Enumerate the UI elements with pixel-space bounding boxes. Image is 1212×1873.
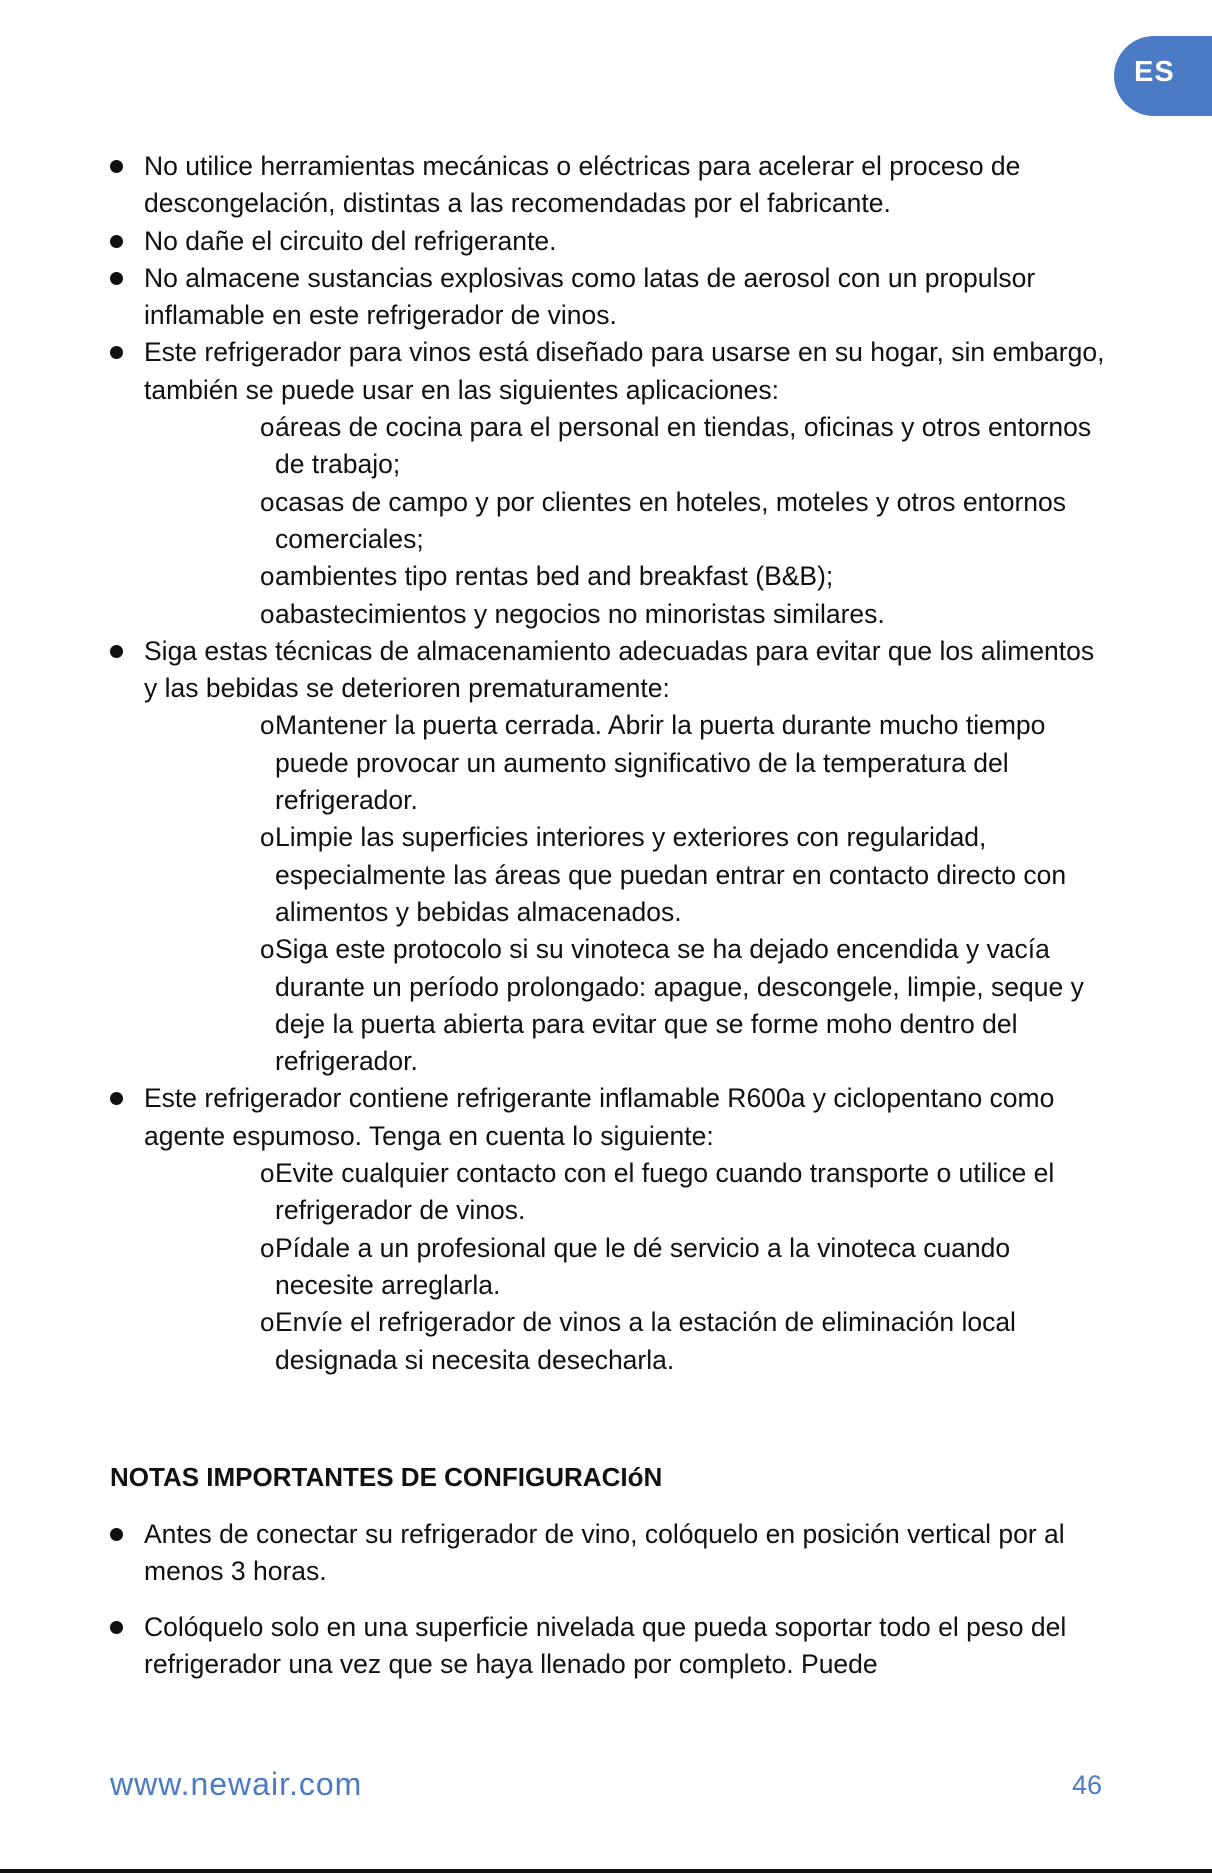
list-item bbox=[108, 148, 1108, 223]
bottom-divider bbox=[0, 1869, 1212, 1873]
list-item-text: No dañe el circuito del refrigerante. bbox=[144, 225, 557, 256]
sub-list-item bbox=[144, 707, 1108, 819]
sub-list-item bbox=[144, 1304, 1108, 1379]
bullet-dot-icon bbox=[110, 346, 123, 359]
sub-item-text: Envíe el refrigerador de vinos a la estación de eliminación local designada si necesita desecharla. bbox=[275, 1307, 1016, 1375]
sub-list bbox=[144, 707, 1108, 1080]
sub-item-text: áreas de cocina para el personal en tiendas, oficinas y otros entornos de trabajo; bbox=[275, 412, 1092, 480]
list-item bbox=[108, 260, 1108, 335]
bullet-dot-icon bbox=[110, 645, 123, 658]
circle-bullet-icon: o bbox=[260, 412, 275, 443]
circle-bullet-icon: o bbox=[260, 1158, 275, 1189]
language-label: ES bbox=[1134, 56, 1175, 88]
bullet-dot-icon bbox=[110, 160, 123, 173]
bullet-dot-icon bbox=[110, 1528, 123, 1541]
sub-item-text: ambientes tipo rentas bed and breakfast (B&B); bbox=[275, 561, 834, 592]
list-item-text: No utilice herramientas mecánicas o eléctricas para acelerar el proceso de descongelación, distintas a las recomendadas por el fabricante. bbox=[144, 151, 1021, 219]
sub-list-item bbox=[144, 1230, 1108, 1305]
bullet-dot-icon bbox=[110, 235, 123, 248]
list-item-text: Colóquelo solo en una superficie nivelada que pueda soportar todo el peso del refrigerador una vez que se haya llenado por completo. Puede bbox=[144, 1611, 1067, 1679]
sub-list-item bbox=[144, 819, 1108, 931]
list-item-text: Siga estas técnicas de almacenamiento adecuadas para evitar que los alimentos y las bebidas se deterioren prematuramente: bbox=[144, 635, 1095, 704]
list-item-text: Antes de conectar su refrigerador de vino, colóquelo en posición vertical por al menos 3 horas. bbox=[144, 1519, 1065, 1587]
sub-list bbox=[144, 409, 1108, 633]
sub-item-text: Limpie las superficies interiores y exteriores con regularidad, especialmente las áreas que puedan entrar en contacto directo con alimentos y bebidas almacenados. bbox=[275, 822, 1067, 927]
sub-list-item bbox=[144, 409, 1108, 484]
list-item bbox=[108, 633, 1108, 1081]
list-item bbox=[108, 334, 1108, 632]
bullet-dot-icon bbox=[110, 272, 123, 285]
list-item-text: No almacene sustancias explosivas como latas de aerosol con un propulsor inflamable en este refrigerador de vinos. bbox=[144, 262, 1036, 331]
footer-website-link[interactable]: www.newair.com bbox=[110, 1766, 363, 1802]
list-item-text: Este refrigerador contiene refrigerante inflamable R600a y ciclopentano como agente espumoso. Tenga en cuenta lo siguiente: bbox=[144, 1083, 1055, 1151]
circle-bullet-icon: o bbox=[260, 561, 275, 592]
sub-list bbox=[144, 1155, 1108, 1379]
bullet-list bbox=[108, 1516, 1108, 1683]
list-item bbox=[108, 1516, 1108, 1591]
circle-bullet-icon: o bbox=[260, 934, 275, 965]
page-number: 46 bbox=[1072, 1770, 1103, 1800]
circle-bullet-icon: o bbox=[260, 1307, 275, 1338]
list-item bbox=[108, 1609, 1108, 1684]
safety-list-section bbox=[108, 148, 1108, 1379]
list-item-text: Este refrigerador para vinos está diseñado para usarse en su hogar, sin embargo, también se puede usar en las siguientes aplicaciones: bbox=[144, 337, 1105, 405]
list-item bbox=[108, 1080, 1108, 1378]
sub-item-text: Mantener la puerta cerrada. Abrir la puerta durante mucho tiempo puede provocar un aumento significativo de la temperatura del refrigerador. bbox=[275, 710, 1046, 816]
circle-bullet-icon: o bbox=[260, 486, 275, 517]
circle-bullet-icon: o bbox=[260, 822, 275, 853]
list-item bbox=[108, 223, 1108, 260]
sub-list-item bbox=[144, 484, 1108, 559]
language-tab bbox=[1114, 36, 1212, 116]
sub-list-item bbox=[144, 1155, 1108, 1230]
sub-item-text: Siga este protocolo si su vinoteca se ha dejado encendida y vacía durante un período prolongado: apague, descongele, limpie, seque y deje la puerta abierta para evitar que se forme moho dentro del refrigerador. bbox=[275, 934, 1084, 1077]
circle-bullet-icon: o bbox=[260, 710, 275, 741]
circle-bullet-icon: o bbox=[260, 1232, 275, 1263]
sub-item-text: abastecimientos y negocios no minoristas similares. bbox=[275, 598, 885, 629]
sub-list-item bbox=[144, 596, 1108, 633]
bullet-list bbox=[108, 148, 1108, 1379]
sub-list-item bbox=[144, 558, 1108, 595]
sub-item-text: casas de campo y por clientes en hoteles, moteles y otros entornos comerciales; bbox=[275, 486, 1067, 554]
section-heading: NOTAS IMPORTANTES DE CONFIGURACIóN bbox=[110, 1462, 663, 1492]
sub-list-item bbox=[144, 931, 1108, 1080]
sub-item-text: Evite cualquier contacto con el fuego cuando transporte o utilice el refrigerador de vinos. bbox=[275, 1158, 1055, 1226]
setup-notes-section bbox=[108, 1516, 1108, 1701]
sub-item-text: Pídale a un profesional que le dé servicio a la vinoteca cuando necesite arreglarla. bbox=[275, 1232, 1011, 1300]
bullet-dot-icon bbox=[110, 1092, 123, 1105]
bullet-dot-icon bbox=[110, 1621, 123, 1634]
circle-bullet-icon: o bbox=[260, 598, 275, 629]
